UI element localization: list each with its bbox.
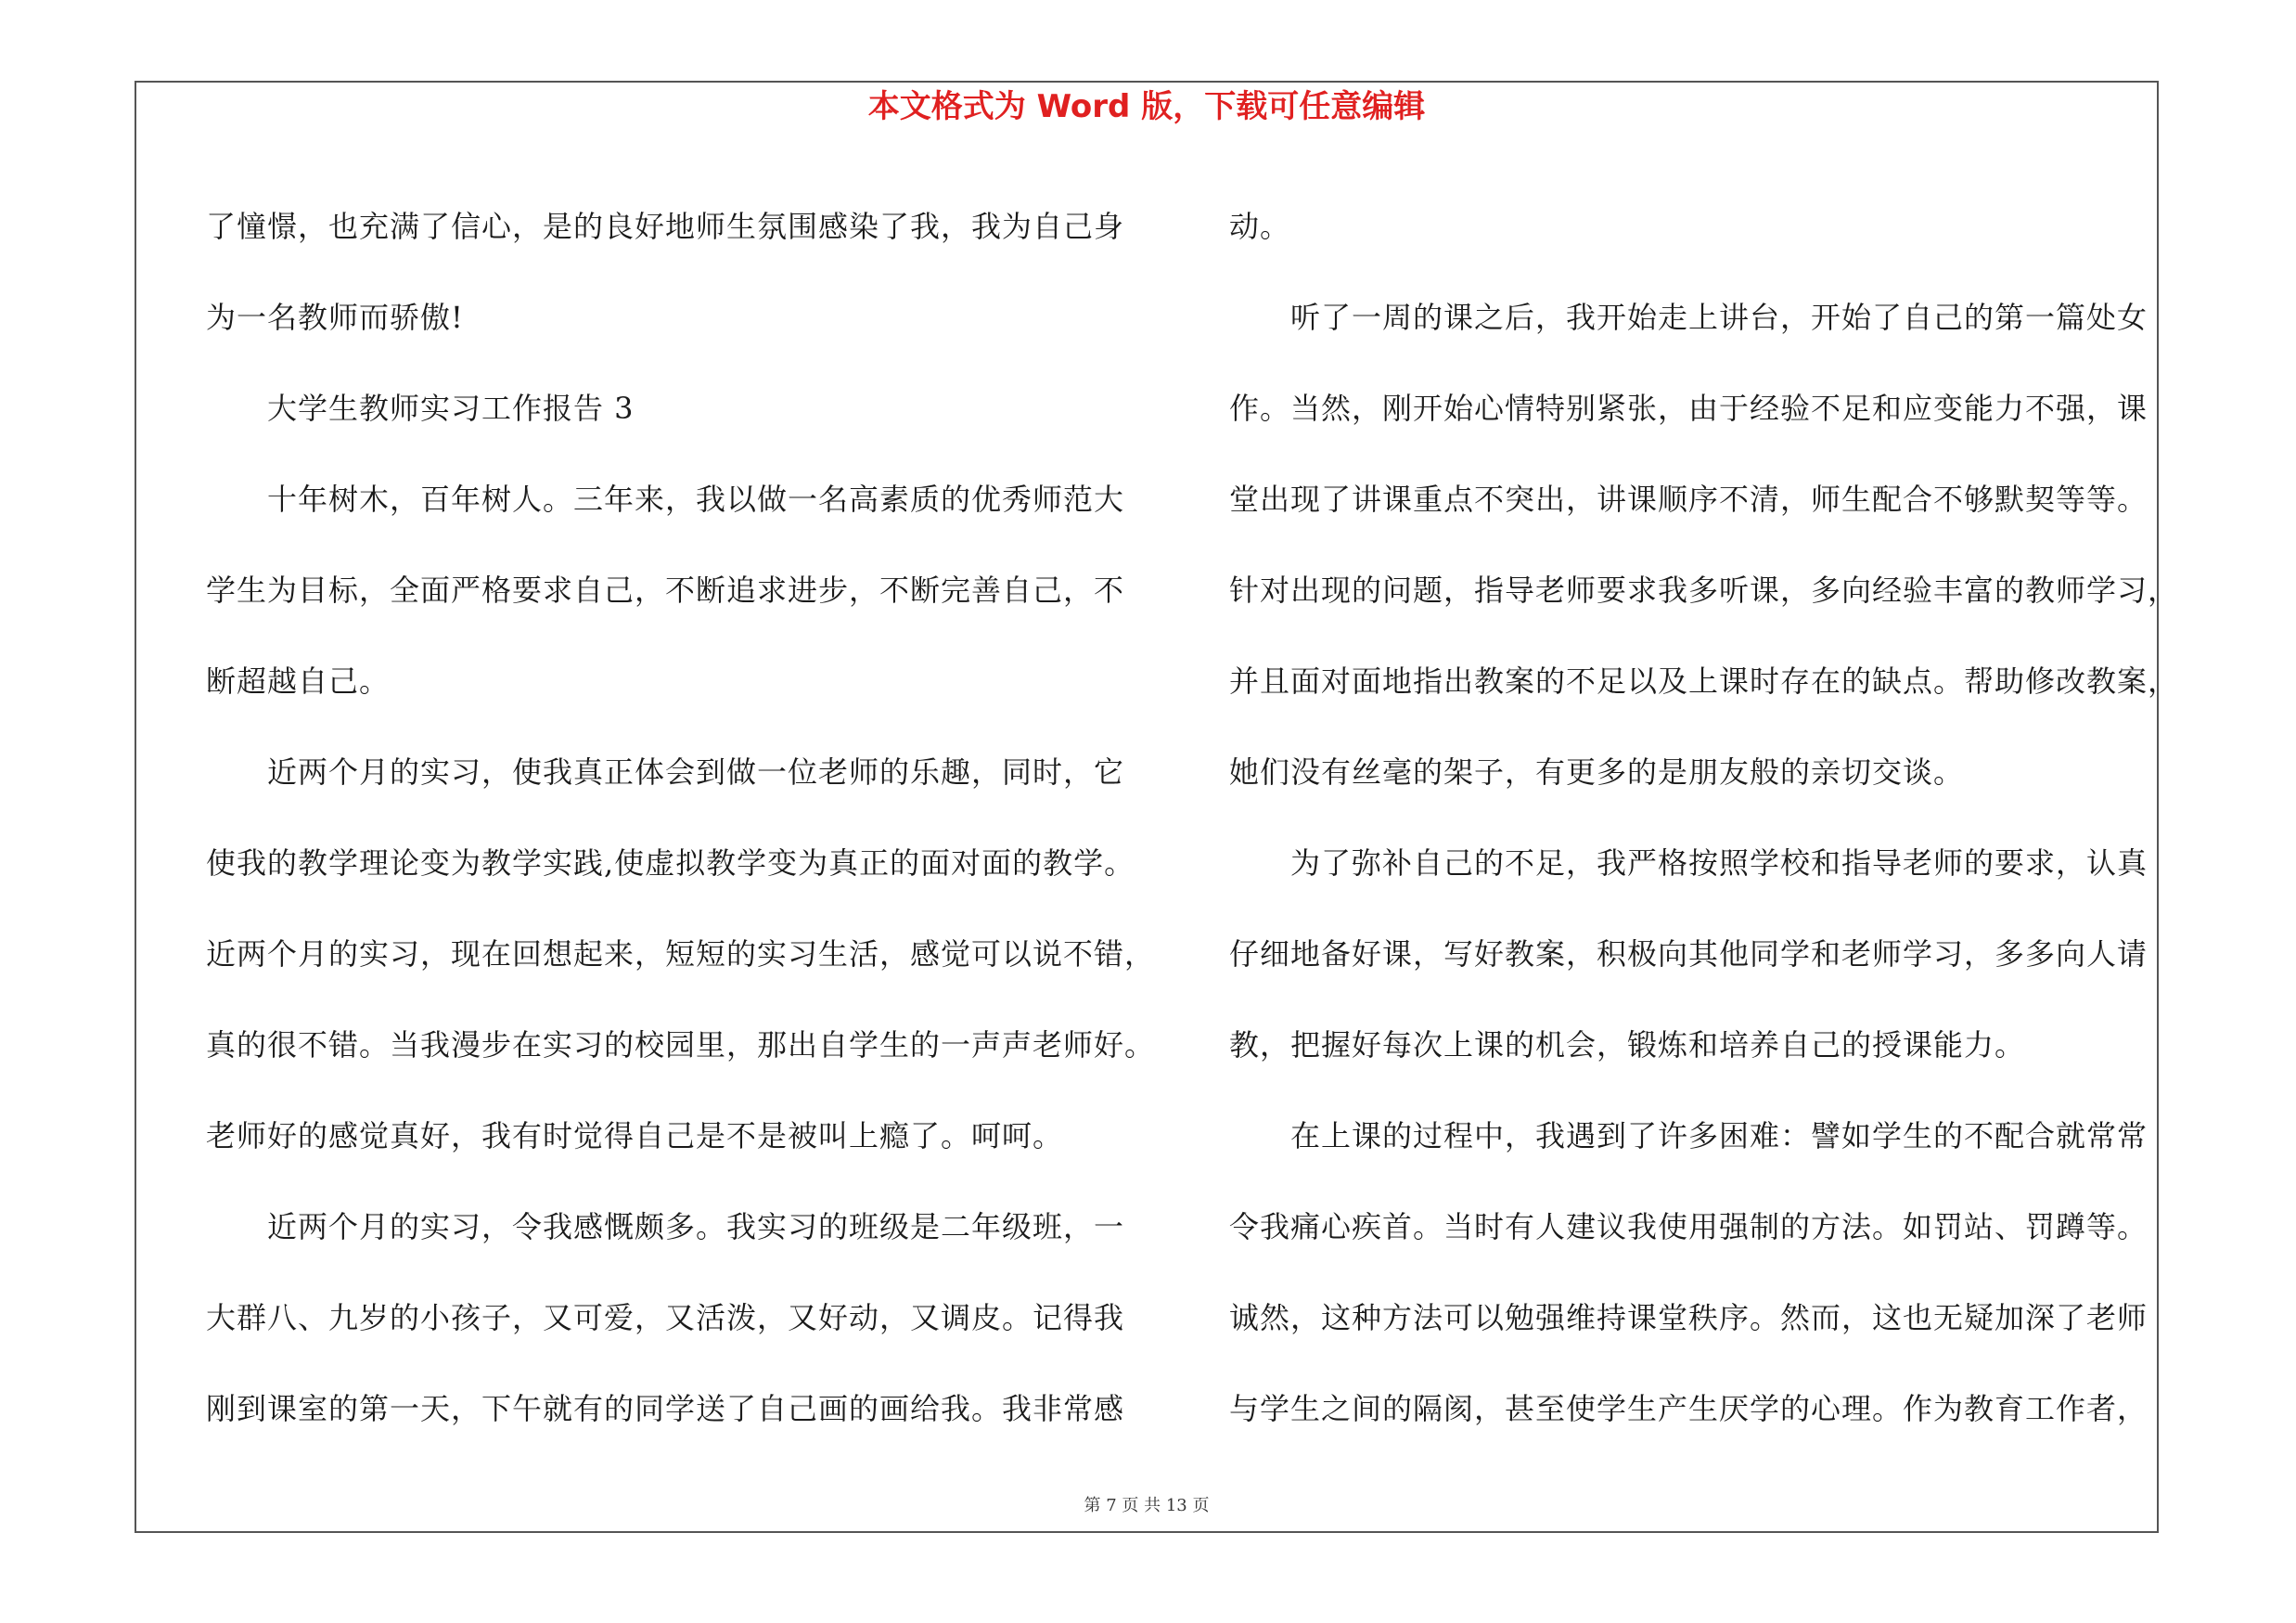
text-line: 学生为目标，全面严格要求自己，不断追求进步，不断完善自己，不 (206, 573, 1125, 608)
text-line: 教，把握好每次上课的机会，锻炼和培养自己的授课能力。 (1229, 1027, 2026, 1063)
text-line: 老师好的感觉真好，我有时觉得自己是不是被叫上瘾了。呵呵。 (206, 1118, 1064, 1153)
text-line: 十年树木，百年树人。三年来，我以做一名高素质的优秀师范大 (267, 482, 1125, 517)
text-line: 了憧憬，也充满了信心，是的良好地师生氛围感染了我，我为自己身 (206, 209, 1125, 244)
text-line: 近两个月的实习，令我感慨颇多。我实习的班级是二年级班，一 (267, 1209, 1125, 1244)
text-line: 刚到课室的第一天，下午就有的同学送了自己画的画给我。我非常感 (206, 1391, 1125, 1426)
text-line: 堂出现了讲课重点不突出，讲课顺序不清，师生配合不够默契等等。 (1229, 482, 2148, 517)
text-line: 仔细地备好课，写好教案，积极向其他同学和老师学习，多多向人请 (1229, 936, 2148, 972)
text-line: 她们没有丝毫的架子，有更多的是朋友般的亲切交谈。 (1229, 754, 1965, 790)
text-line: 使我的教学理论变为教学实践,使虚拟教学变为真正的面对面的教学。 (206, 845, 1135, 881)
left-text-column (206, 181, 1156, 1454)
text-line: 令我痛心疾首。当时有人建议我使用强制的方法。如罚站、罚蹲等。 (1229, 1209, 2148, 1244)
text-line: 为了弥补自己的不足，我严格按照学校和指导老师的要求，认真 (1290, 845, 2148, 881)
text-line: 近两个月的实习，现在回想起来，短短的实习生活，感觉可以说不错， (206, 936, 1156, 972)
text-line: 大群八、九岁的小孩子，又可爱，又活泼，又好动，又调皮。记得我 (206, 1300, 1125, 1335)
text-line: 动。 (1229, 209, 1291, 244)
text-line: 作。当然，刚开始心情特别紧张，由于经验不足和应变能力不强，课 (1229, 391, 2148, 426)
text-line: 并且面对面地指出教案的不足以及上课时存在的缺点。帮助修改教案， (1229, 663, 2179, 699)
text-line: 诚然，这种方法可以勉强维持课堂秩序。然而，这也无疑加深了老师 (1229, 1300, 2148, 1335)
text-line: 真的很不错。当我漫步在实习的校园里，那出自学生的一声声老师好。 (206, 1027, 1156, 1063)
text-line: 听了一周的课之后，我开始走上讲台，开始了自己的第一篇处女 (1290, 300, 2148, 335)
text-line: 在上课的过程中，我遇到了许多困难：譬如学生的不配合就常常 (1290, 1118, 2148, 1153)
text-line: 针对出现的问题，指导老师要求我多听课，多向经验丰富的教师学习， (1229, 573, 2179, 608)
text-line: 大学生教师实习工作报告 3 (267, 391, 635, 426)
text-line: 断超越自己。 (206, 663, 391, 699)
text-line: 近两个月的实习，使我真正体会到做一位老师的乐趣，同时，它 (267, 754, 1125, 790)
format-notice-banner: 本文格式为 Word 版，下载可任意编辑 (867, 88, 1426, 125)
text-line: 与学生之间的隔阂，甚至使学生产生厌学的心理。作为教育工作者， (1229, 1391, 2148, 1426)
right-text-column (1229, 181, 2179, 1454)
text-line: 为一名教师而骄傲! (206, 300, 464, 335)
page-number-footer: 第 7 页 共 13 页 (1084, 1496, 1210, 1515)
